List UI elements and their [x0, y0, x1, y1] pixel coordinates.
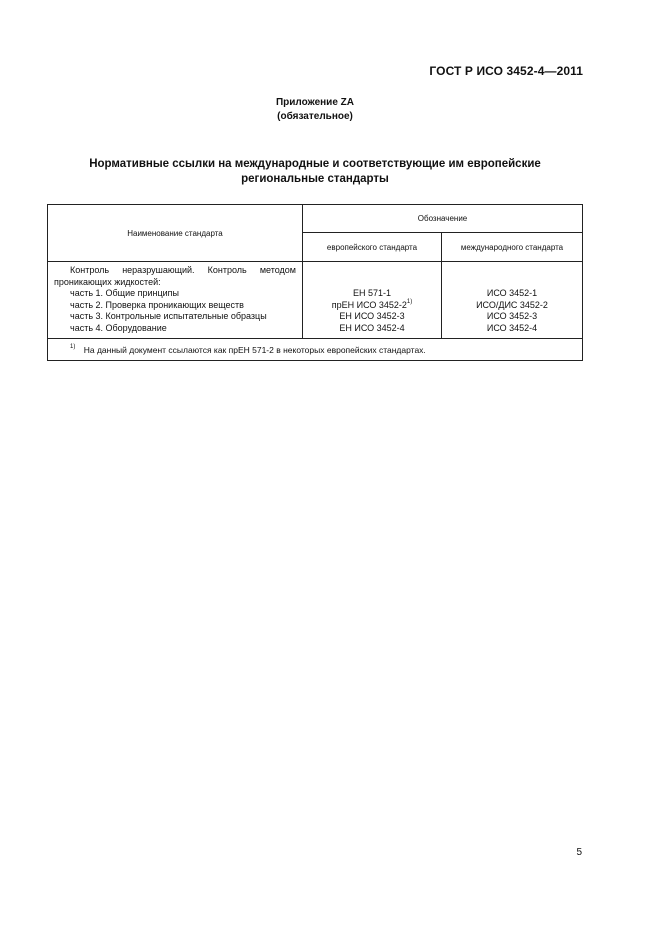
annex-title: Приложение ZA: [275, 97, 355, 108]
standards-table: [47, 204, 583, 361]
page-number: 5: [576, 847, 582, 858]
european-code: ЕН ИСО 3452-4: [339, 322, 405, 333]
international-code: ИСО/ДИС 3452-2: [476, 299, 548, 310]
table-footnote: [48, 339, 583, 361]
standard-intro-line-2: проникающих жидкостей:: [54, 276, 161, 287]
header-international: международного стандарта: [442, 233, 583, 262]
standard-intro-line-1: Контроль неразрушающий. Контроль методом: [70, 265, 296, 275]
standard-intro: [54, 265, 296, 288]
footnote-ref: 1): [406, 298, 413, 305]
table-row: [48, 262, 583, 339]
list-item: часть 2. Проверка проникающих веществ: [70, 299, 244, 310]
header-designation: Обозначение: [303, 205, 583, 233]
header-european: европейского стандарта: [303, 233, 442, 262]
footnote-mark: 1): [70, 343, 76, 350]
international-code: ИСО 3452-1: [486, 288, 538, 298]
international-code: ИСО 3452-3: [486, 311, 538, 321]
international-codes-cell: [442, 262, 583, 339]
international-code: ИСО 3452-4: [486, 322, 538, 333]
european-code: ЕН 571-1: [352, 288, 392, 298]
section-title-line-1: Нормативные ссылки на международные и соответствующие им европейские: [89, 158, 541, 170]
footnote-text: На данный документ ссылаются как прЕН 571-2 в некоторых европейских стандартах.: [83, 344, 426, 355]
header-standard-name: Наименование стандарта: [48, 205, 303, 262]
list-item: часть 4. Оборудование: [70, 322, 167, 333]
annex-heading: [0, 96, 630, 124]
section-title-line-2: региональные стандарты: [241, 173, 389, 185]
standard-names-cell: [48, 262, 303, 339]
list-item: часть 3. Контрольные испытательные образцы: [70, 311, 267, 321]
section-title: [0, 157, 630, 187]
annex-status: (обязательное): [277, 111, 353, 122]
document-code: ГОСТ Р ИСО 3452-4—2011: [429, 64, 583, 78]
european-code: прЕН ИСО 3452-2$^{1)}$: [331, 298, 413, 310]
european-code: ЕН ИСО 3452-3: [339, 311, 405, 321]
european-codes-cell: [303, 262, 442, 339]
list-item: часть 1. Общие принципы: [70, 288, 180, 298]
